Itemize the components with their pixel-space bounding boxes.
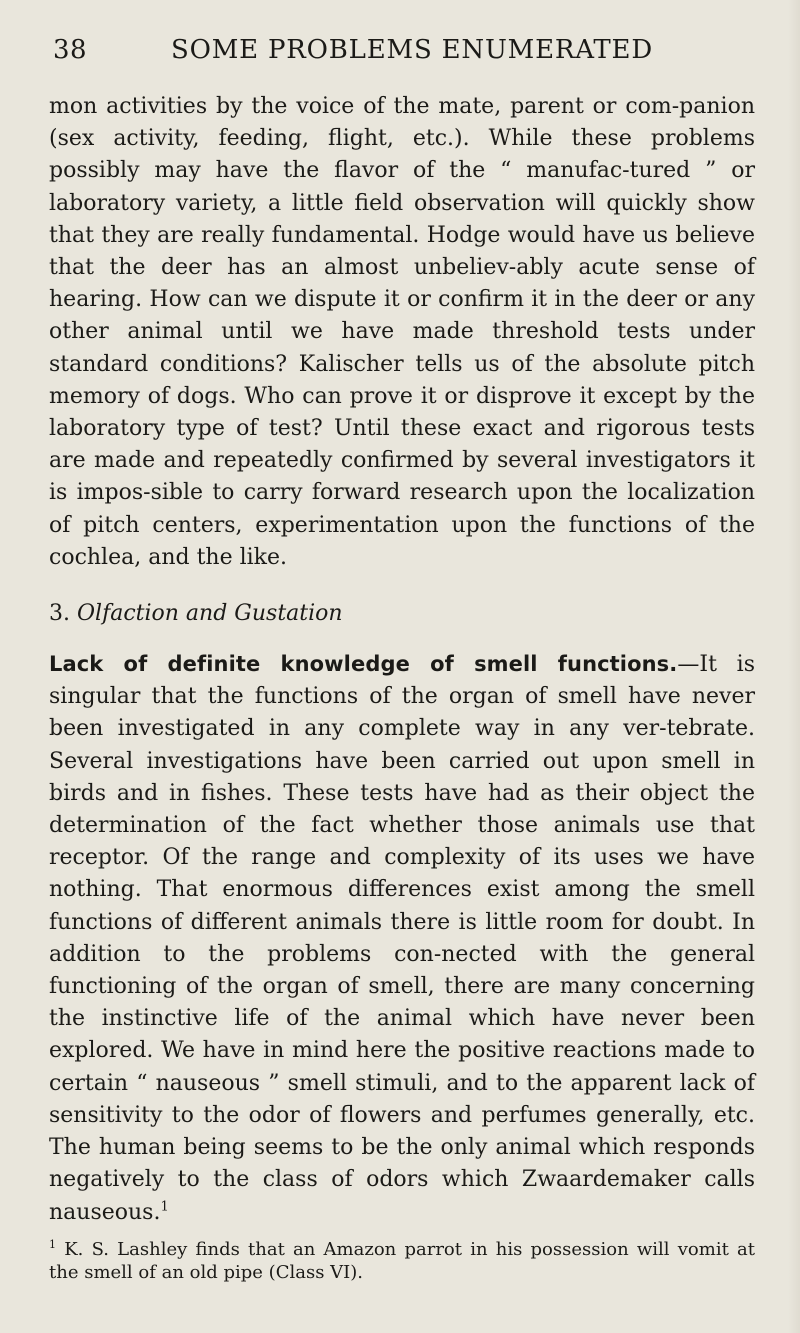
paragraph-hearing-tests: mon activities by the voice of the mate, parent or com-panion (sex activity, feeding, flight, etc.). While these problems possibly may have the flavor of the “ manufac-tured ” or laboratory variety, a little field observation will quickly show that they are really fundamental. Hodge would have us believe that the deer has an almost unbeliev-ably acute sense of hearing. How can we dispute it or confirm it in the deer or any other animal until we have made threshold tests under standard conditions? Kalischer tells us of the absolute pitch memory of dogs. Who can prove it or disprove it except by the laboratory type of test? Until these exact and rigorous tests are made and repeatedly confirmed by several investigators it is impos-sible to carry forward research upon the localization of pitch centers, experimentation upon the functions of the cochlea, and the like. xyxy=(49,94,755,570)
run-in-heading: Lack of definite knowledge of smell functions. xyxy=(49,652,678,677)
page-number: 38 xyxy=(53,35,88,65)
section-heading xyxy=(49,598,755,630)
section-title: Olfaction and Gustation xyxy=(77,601,343,627)
footnote-mark: 1 xyxy=(49,1237,56,1251)
footnote-text: K. S. Lashley finds that an Amazon parrot in his possession will vomit at the smell of an old pipe (Class VI). xyxy=(49,1238,755,1283)
scan-edge-shadow xyxy=(788,0,800,1333)
paragraph-smell-text: —It is singular that the functions of the organ of smell have never been investigated in any complete way in any ver-tebrate. Several investigations have been carried out upon smell in birds and in fishes. These tests have had as their object the determination of the fact whether those animals use that receptor. Of the range and complexity of its uses we have nothing. That enormous differences exist among the smell functions of different animals there is little room for doubt. In addition to the problems con-nected with the general functioning of the organ of smell, there are many concerning the instinctive life of the animal which have never been explored. We have in mind here the positive reactions made to certain “ nauseous ” smell stimuli, and to the apparent lack of sensitivity to the odor of flowers and perfumes generally, etc. The human being seems to be the only animal which responds negatively to the class of odors which Zwaardemaker calls nauseous. xyxy=(49,652,756,1225)
footnote-reference: 1 xyxy=(160,1199,169,1215)
running-head: SOME PROBLEMS ENUMERATED xyxy=(171,35,653,65)
footnote xyxy=(49,1238,755,1284)
page-header xyxy=(49,0,755,74)
section-number: 3. xyxy=(49,601,70,627)
body-text xyxy=(49,91,755,1284)
paragraph-smell-functions xyxy=(49,648,755,1229)
